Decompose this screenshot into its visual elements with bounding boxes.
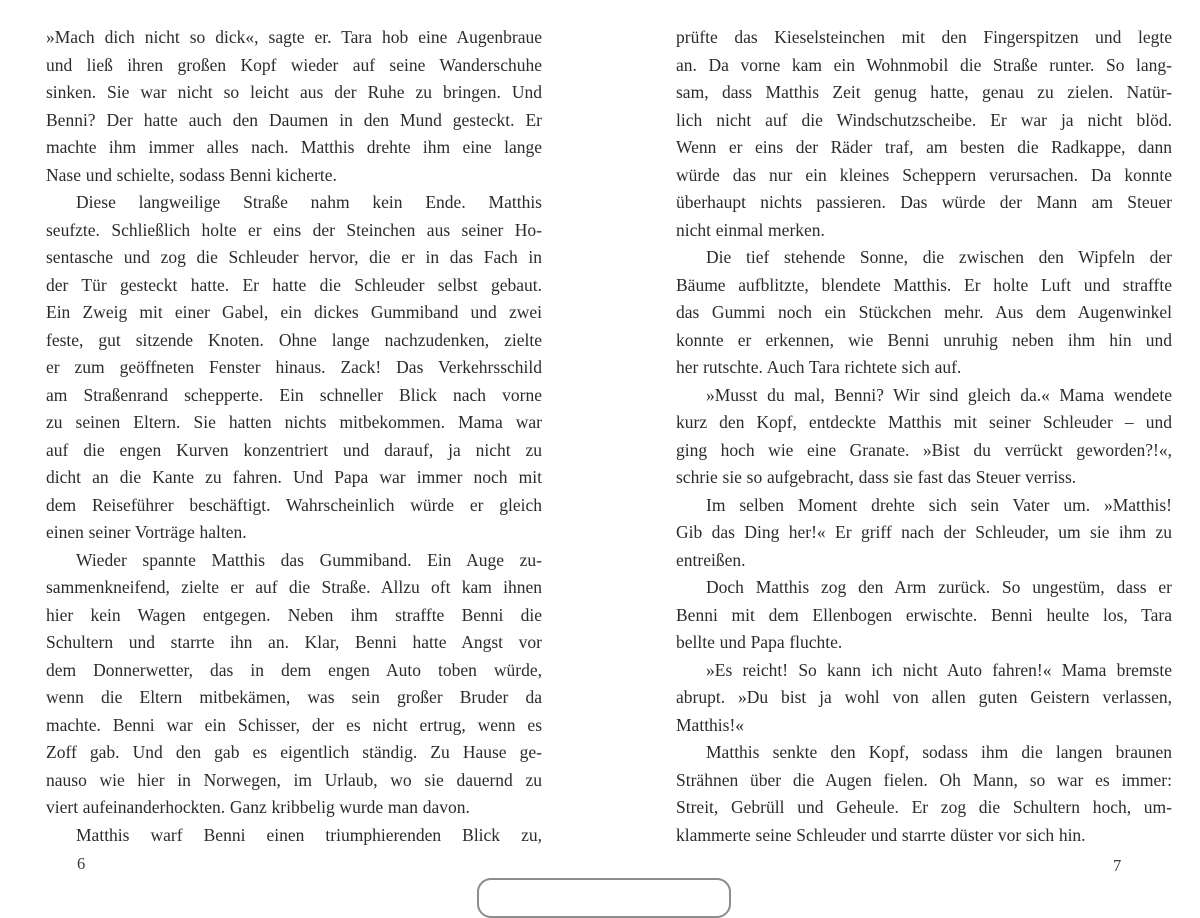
text-line: feste, gut sitzende Knoten. Ohne lange nachzudenken, zielte: [46, 329, 542, 350]
text-line: am Straßenrand schepperte. Ein schneller Blick nach vorne: [46, 384, 542, 405]
page-number-right: 7: [1113, 856, 1122, 875]
text-line: konnte er erkennen, wie Benni unruhig neben ihm hin und: [676, 329, 1172, 350]
text-line: Matthis senkte den Kopf, sodass ihm die langen braunen: [706, 742, 1172, 762]
text-line: dem Reiseführer beschäftigt. Wahrscheinlich würde er gleich: [46, 494, 542, 515]
text-line: nicht einmal merken.: [676, 219, 825, 240]
text-line: dicht an die Kante zu fahren. Und Papa war immer noch mit: [46, 467, 542, 487]
text-line: sentasche und zog die Schleuder hervor, die er in das Fach in: [46, 247, 542, 267]
text-line: ging hoch wie eine Granate. »Bist du verrückt geworden?!«,: [676, 439, 1172, 460]
text-line: sammenkneifend, zielte er auf die Straße. Allzu oft kam ihnen: [46, 577, 542, 597]
text-line: »Es reicht! So kann ich nicht Auto fahren!« Mama bremste: [706, 659, 1172, 680]
text-line: er zum geöffneten Fenster hinaus. Zack! Das Verkehrsschild: [46, 357, 542, 377]
text-line: machte. Benni war ein Schisser, der es nicht ertrug, wenn es: [46, 714, 542, 735]
text-line: entreißen.: [676, 549, 746, 570]
text-line: einen seiner Vorträge halten.: [46, 522, 247, 542]
reader-bottom-toolbar-handle[interactable]: [477, 878, 731, 918]
text-line: Diese langweilige Straße nahm kein Ende. Matthis: [76, 192, 542, 212]
text-line: machte ihm immer alles nach. Matthis drehte ihm eine lange: [46, 137, 542, 157]
text-line: Im selben Moment drehte sich sein Vater um. »Matthis!: [706, 494, 1172, 515]
text-line: bellte und Papa fluchte.: [676, 632, 843, 652]
text-line: Wieder spannte Matthis das Gummiband. Ein Auge zu-: [76, 549, 542, 570]
text-line: her rutschte. Auch Tara richtete sich auf.: [676, 357, 962, 377]
text-line: klammerte seine Schleuder und starrte düster vor sich hin.: [676, 824, 1086, 845]
text-line: das Gummi noch ein Stückchen mehr. Aus dem Augenwinkel: [676, 302, 1172, 322]
text-line: Matthis warf Benni einen triumphierenden Blick zu,: [76, 824, 542, 845]
text-line: Bäume aufblitzte, blendete Matthis. Er holte Luft und straffte: [676, 274, 1172, 295]
page-number-left: 6: [77, 854, 86, 873]
text-line: Schultern und starrte ihn an. Klar, Benni hatte Angst vor: [46, 632, 542, 652]
text-line: Doch Matthis zog den Arm zurück. So ungestüm, dass er: [706, 577, 1172, 597]
text-line: würde das nur ein kleines Scheppern verursachen. Da konnte: [676, 164, 1172, 185]
text-line: hier kein Wagen entgegen. Neben ihm straffte Benni die: [46, 604, 542, 625]
text-line: Zoff gab. Und den gab es eigentlich ständig. Zu Hause ge-: [46, 742, 542, 762]
text-line: »Musst du mal, Benni? Wir sind gleich da.« Mama wendete: [706, 384, 1172, 405]
text-line: schrie sie so aufgebracht, dass sie fast das Steuer verriss.: [676, 467, 1077, 487]
text-line: wenn die Eltern mitbekämen, was sein großer Bruder da: [46, 687, 542, 707]
text-line: lich nicht auf die Windschutzscheibe. Er war ja nicht blöd.: [676, 109, 1172, 130]
text-line: sam, dass Matthis Zeit genug hatte, genau zu zielen. Natür-: [676, 82, 1172, 102]
left-page-text: [46, 24, 542, 849]
text-line: der Tür gesteckt hatte. Er hatte die Schleuder selbst gebaut.: [46, 274, 542, 295]
text-line: an. Da vorne kam ein Wohnmobil die Straße runter. So lang-: [676, 54, 1172, 75]
text-line: Streit, Gebrüll und Geheule. Er zog die Schultern hoch, um-: [676, 797, 1172, 817]
text-line: und ließ ihren großen Kopf wieder auf seine Wanderschuhe: [46, 54, 542, 75]
text-line: seufzte. Schließlich holte er eins der Steinchen aus seiner Ho-: [46, 219, 542, 240]
text-line: nauso wie hier in Norwegen, im Urlaub, wo sie dauernd zu: [46, 769, 542, 790]
text-line: abrupt. »Du bist ja wohl von allen guten Geistern verlassen,: [676, 687, 1172, 707]
text-line: überhaupt nichts passieren. Das würde der Mann am Steuer: [676, 192, 1172, 212]
text-line: kurz den Kopf, entdeckte Matthis mit seiner Schleuder – und: [676, 412, 1172, 432]
text-line: Wenn er eins der Räder traf, am besten die Radkappe, dann: [676, 137, 1172, 157]
text-line: Gib das Ding her!« Er griff nach der Schleuder, um sie ihm zu: [676, 522, 1172, 542]
text-line: sinken. Sie war nicht so leicht aus der Ruhe zu bringen. Und: [46, 82, 542, 102]
text-line: Ein Zweig mit einer Gabel, ein dickes Gummiband und zwei: [46, 302, 542, 322]
text-line: dem Donnerwetter, das in dem engen Auto toben würde,: [46, 659, 542, 680]
text-line: Benni? Der hatte auch den Daumen in den Mund gesteckt. Er: [46, 109, 542, 130]
text-line: Nase und schielte, sodass Benni kicherte.: [46, 164, 337, 185]
text-line: Matthis!«: [676, 714, 745, 735]
text-line: »Mach dich nicht so dick«, sagte er. Tara hob eine Augenbraue: [46, 27, 542, 47]
right-page-text: [676, 24, 1172, 849]
text-line: prüfte das Kieselsteinchen mit den Fingerspitzen und legte: [676, 27, 1172, 47]
text-line: Benni mit dem Ellenbogen erwischte. Benni heulte los, Tara: [676, 604, 1172, 625]
text-line: Die tief stehende Sonne, die zwischen den Wipfeln der: [706, 247, 1172, 267]
text-line: auf die engen Kurven konzentriert und darauf, ja nicht zu: [46, 439, 542, 460]
text-line: zu seinen Eltern. Sie hatten nichts mitbekommen. Mama war: [46, 412, 542, 432]
text-line: Strähnen über die Augen fielen. Oh Mann, so war es immer:: [676, 769, 1172, 790]
text-line: viert aufeinanderhockten. Ganz kribbelig wurde man davon.: [46, 797, 470, 817]
